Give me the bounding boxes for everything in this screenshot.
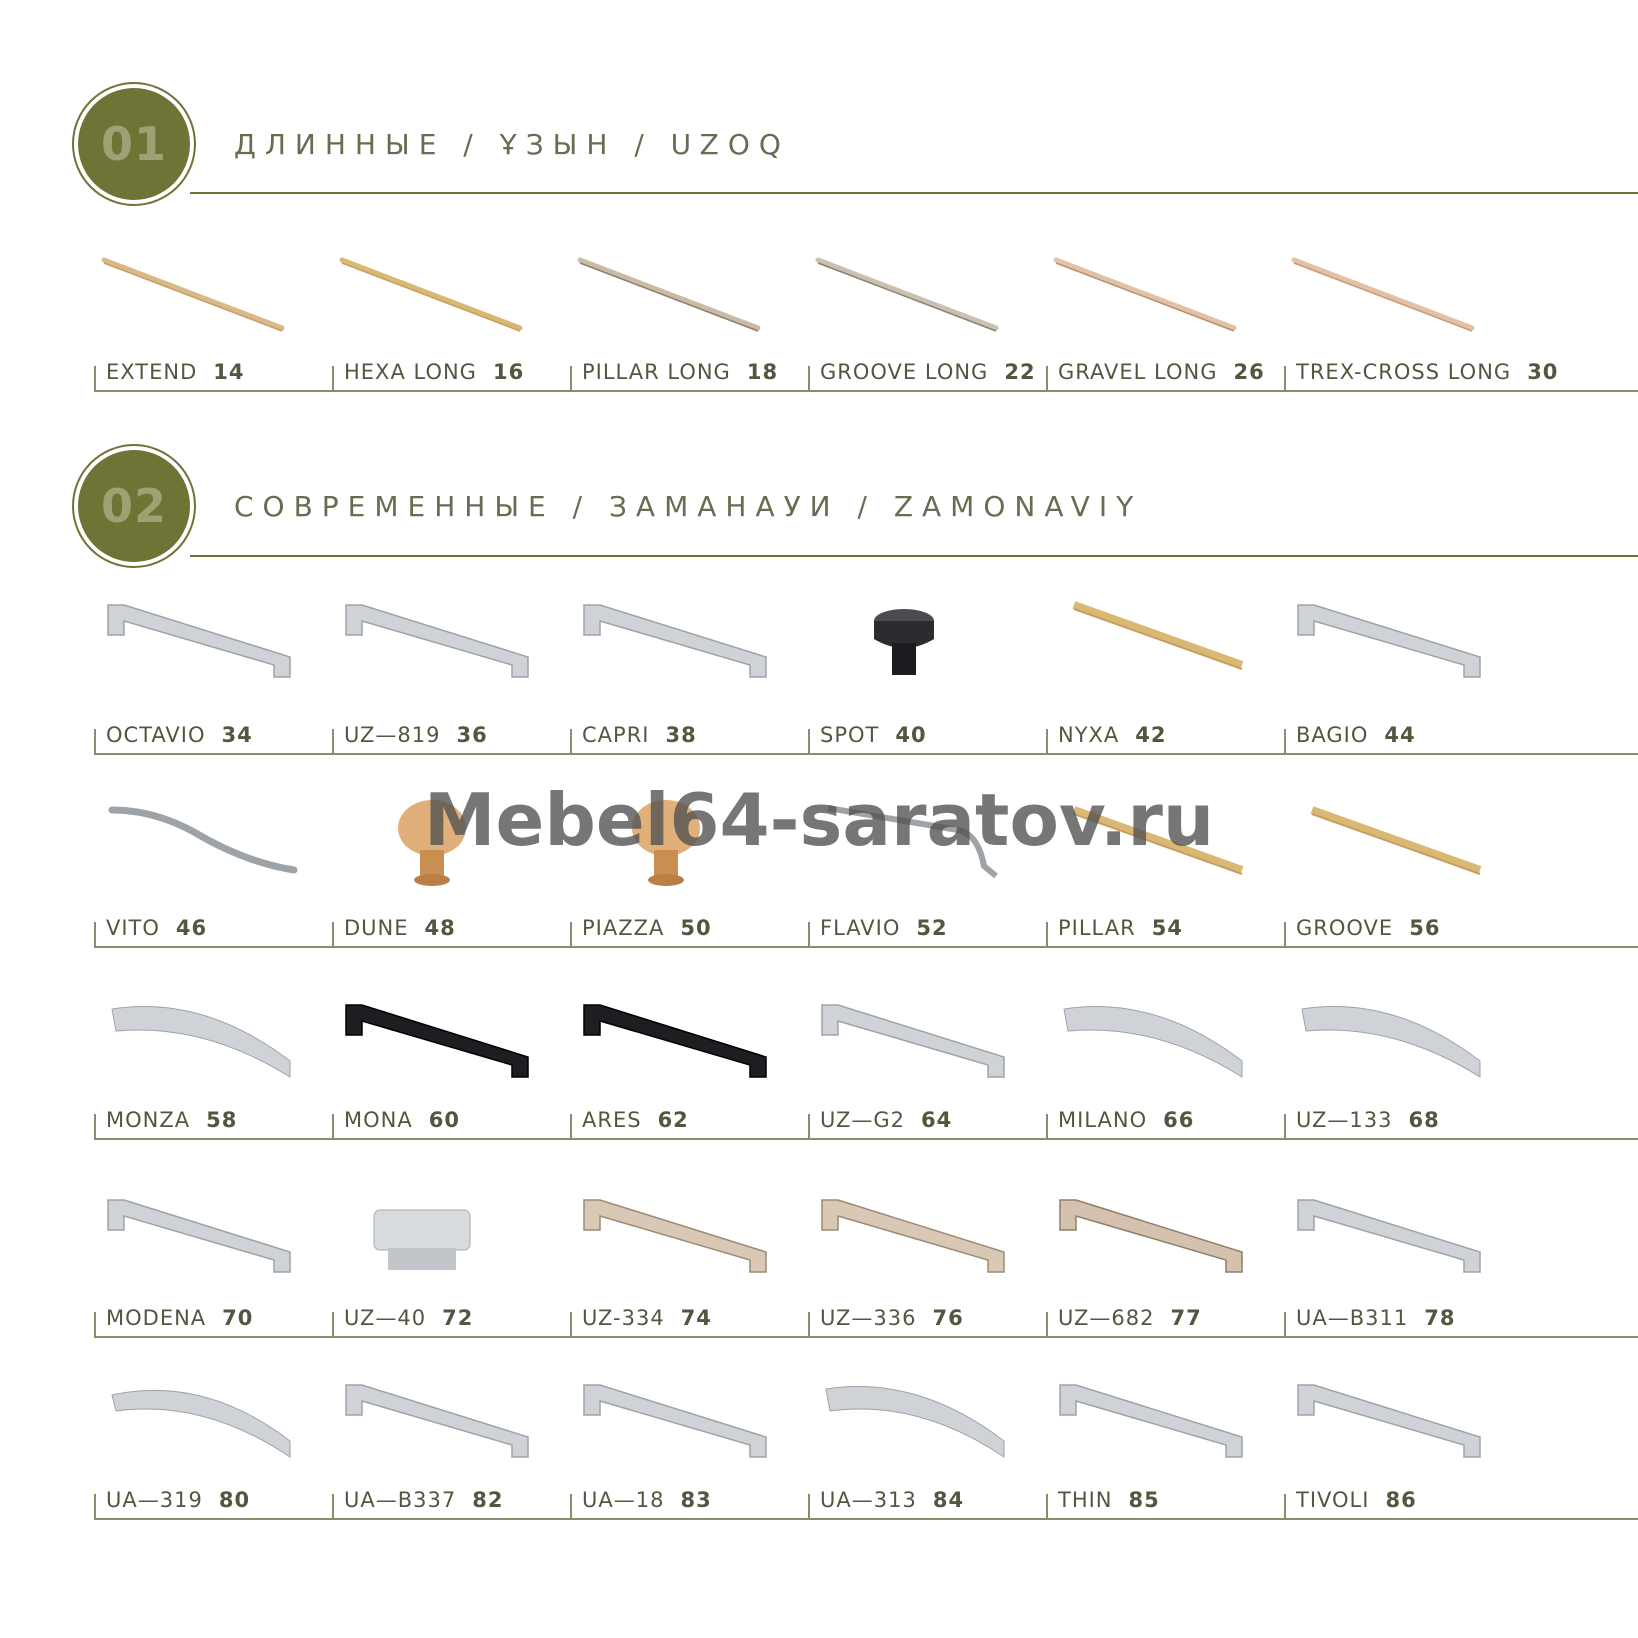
page-number: 64: [921, 1108, 953, 1132]
product-row: [94, 965, 1638, 1140]
product-image: [1284, 965, 1522, 1099]
product-image: [808, 565, 1046, 699]
cell-marker: [1284, 1312, 1286, 1338]
product-item[interactable]: [332, 1160, 570, 1338]
page-number: 34: [221, 723, 253, 747]
watermark: Mebel64-saratov.ru: [423, 778, 1215, 862]
product-item[interactable]: [808, 200, 1046, 392]
product-image: [570, 220, 808, 354]
page-number: 36: [456, 723, 488, 747]
product-image: [332, 220, 570, 354]
product-name: UA—B337: [344, 1488, 457, 1512]
section-title: ДЛИННЫЕ / ҰЗЫН / UZOQ: [234, 128, 790, 161]
product-item[interactable]: [570, 1160, 808, 1338]
product-label: [344, 916, 456, 940]
product-label: [1058, 1306, 1202, 1330]
product-row: [94, 200, 1638, 392]
page-number: 68: [1408, 1108, 1440, 1132]
cell-marker: [332, 1494, 334, 1520]
product-name: UZ—336: [820, 1306, 917, 1330]
cell-marker: [1284, 922, 1286, 948]
cell-marker: [570, 1312, 572, 1338]
product-name: EXTEND: [106, 360, 198, 384]
product-image: [570, 1345, 808, 1479]
product-image: [94, 965, 332, 1099]
product-label: [344, 723, 488, 747]
product-label: [582, 916, 712, 940]
product-image: [332, 565, 570, 699]
cell-marker: [808, 1494, 810, 1520]
cell-marker: [1046, 729, 1048, 755]
product-label: [1296, 723, 1416, 747]
product-label: [1058, 360, 1265, 384]
product-image: [1046, 565, 1284, 699]
page-number: 80: [218, 1488, 251, 1512]
product-image: [570, 565, 808, 699]
product-label: [582, 360, 778, 384]
cell-marker: [1284, 366, 1286, 392]
product-image: [94, 220, 332, 354]
page-number: 72: [442, 1306, 474, 1330]
product-name: MODENA: [106, 1306, 207, 1330]
product-name: UZ—819: [344, 723, 441, 747]
cell-marker: [570, 922, 572, 948]
product-label: [344, 1306, 473, 1330]
page-number: 38: [665, 723, 697, 747]
product-image: [1284, 565, 1522, 699]
cell-marker: [808, 922, 810, 948]
section-title: СОВРЕМЕННЫЕ / ЗАМАНАУИ / ZAMONAVIY: [234, 490, 1143, 523]
product-name: ARES: [582, 1108, 642, 1132]
product-label: [1058, 1488, 1160, 1512]
cell-marker: [94, 1114, 96, 1140]
product-row: [94, 1160, 1638, 1338]
product-item[interactable]: [332, 200, 570, 392]
product-image: [1284, 1345, 1522, 1479]
cell-marker: [570, 1494, 572, 1520]
product-label: [344, 1488, 503, 1512]
product-image: [570, 1160, 808, 1294]
product-item[interactable]: [94, 965, 332, 1140]
product-name: CAPRI: [582, 723, 650, 747]
cell-marker: [332, 1114, 334, 1140]
product-name: UA—B311: [1296, 1306, 1409, 1330]
product-name: SPOT: [820, 723, 880, 747]
product-item[interactable]: [94, 565, 332, 755]
product-image: [94, 1345, 332, 1479]
cell-marker: [94, 922, 96, 948]
product-name: UZ—682: [1058, 1306, 1155, 1330]
product-item[interactable]: [570, 965, 808, 1140]
product-name: UA—18: [582, 1488, 665, 1512]
product-label: [582, 723, 697, 747]
section-divider: [190, 192, 1638, 194]
product-name: FLAVIO: [820, 916, 901, 940]
product-name: TIVOLI: [1296, 1488, 1370, 1512]
product-image: [808, 965, 1046, 1099]
product-item[interactable]: [1046, 565, 1284, 755]
product-label: [106, 723, 253, 747]
product-label: [1296, 1306, 1455, 1330]
page-number: 84: [932, 1488, 965, 1512]
product-item[interactable]: [332, 565, 570, 755]
product-image: [332, 965, 570, 1099]
section-badge-02: [78, 450, 190, 562]
cell-marker: [332, 729, 334, 755]
product-label: [1058, 1108, 1194, 1132]
page-number: 30: [1527, 360, 1559, 384]
section-divider: [190, 555, 1638, 557]
product-item[interactable]: [570, 1345, 808, 1520]
cell-marker: [808, 366, 810, 392]
product-item[interactable]: [1046, 200, 1284, 392]
product-label: [820, 723, 927, 747]
product-name: OCTAVIO: [106, 723, 206, 747]
page-number: 66: [1163, 1108, 1195, 1132]
product-name: PILLAR LONG: [582, 360, 731, 384]
page-number: 54: [1151, 916, 1183, 940]
product-label: [106, 1306, 253, 1330]
page-number: 70: [222, 1306, 254, 1330]
product-image: [332, 1160, 570, 1294]
product-item[interactable]: [94, 1160, 332, 1338]
page-number: 77: [1170, 1306, 1202, 1330]
product-item[interactable]: [570, 565, 808, 755]
product-name: VITO: [106, 916, 160, 940]
product-item[interactable]: [1284, 1160, 1522, 1338]
product-label: [106, 1108, 237, 1132]
product-label: [820, 1488, 964, 1512]
cell-marker: [808, 729, 810, 755]
product-row: [94, 565, 1638, 755]
product-item[interactable]: [332, 965, 570, 1140]
product-label: [106, 360, 245, 384]
product-image: [1046, 220, 1284, 354]
page-number: 78: [1424, 1306, 1456, 1330]
section-number: 02: [100, 479, 167, 533]
product-name: GROOVE LONG: [820, 360, 989, 384]
page-number: 83: [680, 1488, 712, 1512]
page-number: 86: [1385, 1488, 1417, 1512]
product-name: PIAZZA: [582, 916, 665, 940]
product-item[interactable]: [808, 1345, 1046, 1520]
cell-marker: [94, 366, 96, 392]
cell-marker: [1284, 1494, 1286, 1520]
page-number: 18: [746, 360, 779, 384]
product-item[interactable]: [570, 200, 808, 392]
page-number: 85: [1128, 1488, 1160, 1512]
product-label: [1296, 916, 1440, 940]
cell-marker: [808, 1312, 810, 1338]
cell-marker: [1284, 729, 1286, 755]
product-name: UA—319: [106, 1488, 203, 1512]
product-item[interactable]: [94, 200, 332, 392]
cell-marker: [570, 366, 572, 392]
page-number: 52: [916, 916, 948, 940]
page-number: 48: [424, 916, 456, 940]
product-image: [332, 1345, 570, 1479]
product-name: UZ-334: [582, 1306, 665, 1330]
page-number: 74: [680, 1306, 712, 1330]
product-name: UZ—40: [344, 1306, 427, 1330]
product-name: THIN: [1058, 1488, 1113, 1512]
product-name: DUNE: [344, 916, 409, 940]
cell-marker: [332, 366, 334, 392]
cell-marker: [1284, 1114, 1286, 1140]
page-number: 22: [1004, 360, 1036, 384]
product-image: [808, 220, 1046, 354]
product-name: GROOVE: [1296, 916, 1394, 940]
product-image: [1284, 220, 1522, 354]
product-image: [94, 1160, 332, 1294]
product-item[interactable]: [1046, 965, 1284, 1140]
product-name: BAGIO: [1296, 723, 1369, 747]
product-item[interactable]: [808, 965, 1046, 1140]
product-label: [344, 1108, 460, 1132]
product-label: [820, 916, 948, 940]
product-label: [582, 1108, 689, 1132]
product-name: TREX-CROSS LONG: [1296, 360, 1512, 384]
page-number: 44: [1384, 723, 1416, 747]
page-number: 42: [1135, 723, 1167, 747]
product-label: [820, 1108, 952, 1132]
product-label: [106, 1488, 250, 1512]
cell-marker: [808, 1114, 810, 1140]
page-number: 62: [657, 1108, 689, 1132]
product-item[interactable]: [1284, 200, 1559, 392]
cell-marker: [570, 1114, 572, 1140]
section-badge-01: [78, 88, 190, 200]
product-label: [582, 1488, 712, 1512]
product-item[interactable]: [808, 565, 1046, 755]
product-label: [1296, 360, 1558, 384]
product-label: [1058, 916, 1183, 940]
cell-marker: [332, 1312, 334, 1338]
product-label: [106, 916, 207, 940]
product-item[interactable]: [1284, 965, 1522, 1140]
product-name: HEXA LONG: [344, 360, 477, 384]
page-number: 46: [175, 916, 208, 940]
cell-marker: [94, 1494, 96, 1520]
page-number: 82: [472, 1488, 504, 1512]
product-label: [820, 1306, 964, 1330]
product-name: PILLAR: [1058, 916, 1136, 940]
product-name: UZ—G2: [820, 1108, 906, 1132]
page-number: 76: [932, 1306, 964, 1330]
product-image: [1284, 1160, 1522, 1294]
product-image: [1046, 1160, 1284, 1294]
cell-marker: [1046, 1312, 1048, 1338]
cell-marker: [1046, 1494, 1048, 1520]
product-item[interactable]: [1284, 565, 1522, 755]
product-item[interactable]: [1284, 1345, 1522, 1520]
product-image: [808, 1345, 1046, 1479]
section-number: 01: [100, 117, 167, 171]
product-name: UZ—133: [1296, 1108, 1393, 1132]
product-name: GRAVEL LONG: [1058, 360, 1218, 384]
cell-marker: [1046, 1114, 1048, 1140]
cell-marker: [94, 729, 96, 755]
page-number: 50: [680, 916, 712, 940]
product-item[interactable]: [1046, 1160, 1284, 1338]
page-number: 56: [1409, 916, 1441, 940]
cell-marker: [570, 729, 572, 755]
product-label: [1058, 723, 1167, 747]
product-image: [570, 965, 808, 1099]
page-number: 40: [895, 723, 927, 747]
page-number: 26: [1233, 360, 1265, 384]
product-image: [1046, 965, 1284, 1099]
cell-marker: [94, 1312, 96, 1338]
product-name: MILANO: [1058, 1108, 1148, 1132]
page-number: 58: [206, 1108, 238, 1132]
product-row: [94, 1345, 1638, 1520]
product-label: [1296, 1488, 1417, 1512]
product-item[interactable]: [94, 1345, 332, 1520]
product-item[interactable]: [808, 1160, 1046, 1338]
product-label: [1296, 1108, 1440, 1132]
product-name: MONA: [344, 1108, 413, 1132]
product-item[interactable]: [1046, 1345, 1284, 1520]
product-image: [94, 565, 332, 699]
page-number: 60: [428, 1108, 460, 1132]
product-image: [808, 1160, 1046, 1294]
product-name: UA—313: [820, 1488, 917, 1512]
product-name: MONZA: [106, 1108, 191, 1132]
product-name: NYXA: [1058, 723, 1120, 747]
page-number: 14: [213, 360, 245, 384]
product-label: [582, 1306, 712, 1330]
cell-marker: [1046, 922, 1048, 948]
product-image: [1046, 1345, 1284, 1479]
product-label: [820, 360, 1036, 384]
cell-marker: [332, 922, 334, 948]
product-item[interactable]: [332, 1345, 570, 1520]
cell-marker: [1046, 366, 1048, 392]
product-label: [344, 360, 524, 384]
page-number: 16: [492, 360, 525, 384]
